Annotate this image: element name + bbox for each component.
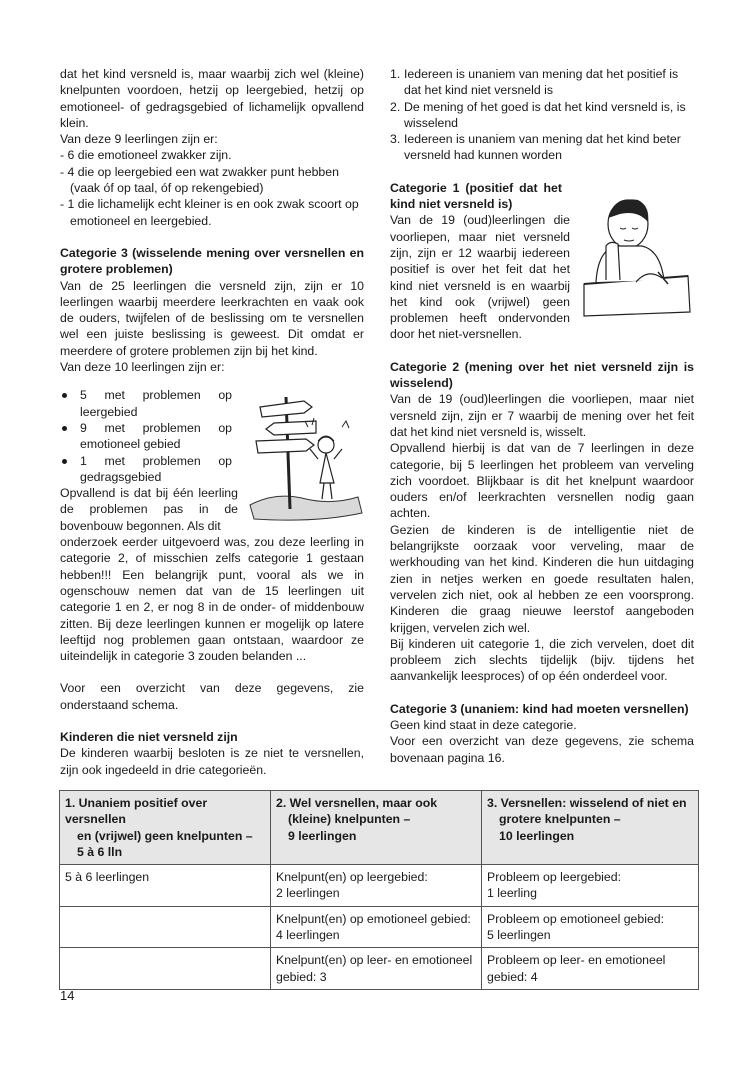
cat2-paragraph-2: Opvallend hierbij is dat van de 7 leerlingen in deze categorie, bij 5 leerlingen het probleem van verveling zich voordoet. Blijkbaar is dit het knelpunt waardoor ouders en/of leerkrachten versnellen nodig gaan achten. [390,441,694,521]
list-item: - 1 die lichamelijk echt kleiner is en ook zwak scoort op emotioneel en leergebied. [60,196,364,229]
table-row [60,906,699,948]
list-item: - 4 die op leergebied een wat zwakker punt hebben (vaak óf op taal, óf op rekengebied) [60,164,364,197]
cat3-heading: Categorie 3 (wisselende mening over versnellen en grotere problemen) [60,245,364,277]
nine-label: Van deze 9 leerlingen zijn er: [60,132,218,147]
table-header-cell: 2. Wel versnellen, maar ook (kleine) knelpunten – 9 leerlingen [271,791,482,865]
list-item: 2. De mening of het goed is dat het kind versneld is, is wisselend [390,99,686,130]
cat3-right-paragraph-1: Geen kind staat in deze categorie. [390,717,577,732]
table-cell: Knelpunt(en) op leergebied: 2 leerlingen [271,865,482,907]
list-item: 1 met problemen op gedragsgebied [60,453,232,486]
list-item: - 6 die emotioneel zwakker zijn. [60,147,364,163]
ten-label: Van deze 10 leerlingen zijn er: [60,360,225,375]
summary-table [59,790,699,990]
table-cell: Probleem op leer- en emotioneel gebied: 4 [482,948,699,990]
list-item: 9 met problemen op emotioneel gebied [60,420,232,453]
niet-versneld-text: De kinderen waarbij besloten is ze niet te versnellen, zijn ook ingedeeld in drie categorieën. [60,746,364,777]
list-item: 1. Iedereen is unaniem van mening dat het positief is dat het kind niet versneld is [390,67,679,98]
table-cell: Probleem op leergebied: 1 leerling [482,865,699,907]
cat1-text: Van de 19 (oud)leerlingen die voorliepen, maar niet versneld zijn, zijn er 12 waarbij iedereen positief is over het feit dat het kind niet versneld is en waarbij het kind ook (vrijwel) geen problemen heeft ondervonden door het niet-versnellen. [390,213,570,342]
table-cell: Knelpunt(en) op leer- en emotioneel gebied: 3 [271,948,482,990]
cat3-text: Van de 25 leerlingen die versneld zijn, zijn er 10 leerlingen waarbij meerdere leerkrachten en vaak ook de ouders, twijfelen of de beslissing om te versnellen wel een juiste beslissing is geweest. Dit omdat er meerdere of grotere problemen zijn bij het kind. [60,278,364,358]
table-cell: Knelpunt(en) op emotioneel gebied: 4 leerlingen [271,906,482,948]
cat3-right-heading: Categorie 3 (unaniem: kind had moeten versnellen) [390,701,689,716]
table-row [60,948,699,990]
table-header-cell: 1. Unaniem positief over versnellen en (vrijwel) geen knelpunten – 5 à 6 lln [60,791,271,865]
cat2-heading: Categorie 2 (mening over het niet versneld zijn is wisselend) [390,359,694,391]
table-cell: 5 à 6 leerlingen [60,865,271,907]
table-header-cell: 3. Versnellen: wisselend of niet en grotere knelpunten – 10 leerlingen [482,791,699,865]
ten-list [60,387,232,485]
cat1-heading: Categorie 1 (positief dat het kind niet versneld is) [390,180,562,212]
table-row [60,865,699,907]
opvallend-b: onderzoek eerder uitgevoerd was, zou deze leerling in categorie 2, of misschien zelfs categorie 1 gestaan hebben!!! Een belangrijk punt, vooral als we in ogenschouw nemen dat van de 15 leerlingen uit categorie 1 en 2, er nog 8 in de onder- of middenbouw zitten. Bij deze leerlingen kunnen er mogelijk op latere leeftijd nog problemen gaan ontstaan, waardoor ze uiteindelijk in categorie 3 zouden belanden ... [60,535,364,664]
opvallend-a: Opvallend is dat bij één leerling de problemen pas in de bovenbouw begonnen. Als dit [60,486,238,533]
table-cell [60,906,271,948]
thinking-child-illustration [576,184,694,320]
niet-versneld-heading: Kinderen die niet versneld zijn [60,729,238,744]
page-number: 14 [60,988,75,1003]
intro-paragraph: dat het kind versneld is, maar waarbij zich wel (kleine) knelpunten voordoen, hetzij op leergebied, hetzij op emotioneel- of gedragsgebied of lichamelijk opvallend klein. [60,67,364,130]
list-item: 3. Iedereen is unaniem van mening dat het kind beter versneld had kunnen worden [390,132,681,163]
category-list [390,66,694,164]
left-column [60,66,364,778]
cat2-paragraph-3: Gezien de kinderen is de intelligentie niet de belangrijkste oorzaak voor verveling, maar de werkhouding van het kind. Kinderen die hun uitdaging zien in netjes werken en goede resultaten halen, vervelen zich niet, ook al hebben ze een voorsprong. Kinderen die graag nieuwe leerstof aangeboden krijgen, vervelen zich wel. [390,522,694,635]
table-header-row [60,791,699,865]
cat2-paragraph-1: Van de 19 (oud)leerlingen die voorliepen, maar niet versneld zijn, zijn er 7 waarbij de mening over het feit dat het kind niet versneld is, wisselt. [390,392,694,439]
right-column [390,66,694,766]
cat3-right-paragraph-2: Voor een overzicht van deze gegevens, zie schema bovenaan pagina 16. [390,734,694,765]
table-cell [60,948,271,990]
signpost-illustration [246,387,364,523]
list-item: 5 met problemen op leergebied [60,387,232,420]
table-cell: Probleem op emotioneel gebied: 5 leerlingen [482,906,699,948]
overview-paragraph: Voor een overzicht van deze gegevens, zie onderstaand schema. [60,681,364,712]
cat2-paragraph-4: Bij kinderen uit categorie 1, die zich vervelen, doet dit probleem zich slechts tijdelijk (bijv. tijdens het aanvankelijk leesproces) of op één onderdeel voor. [390,636,694,684]
nine-list [60,147,364,228]
